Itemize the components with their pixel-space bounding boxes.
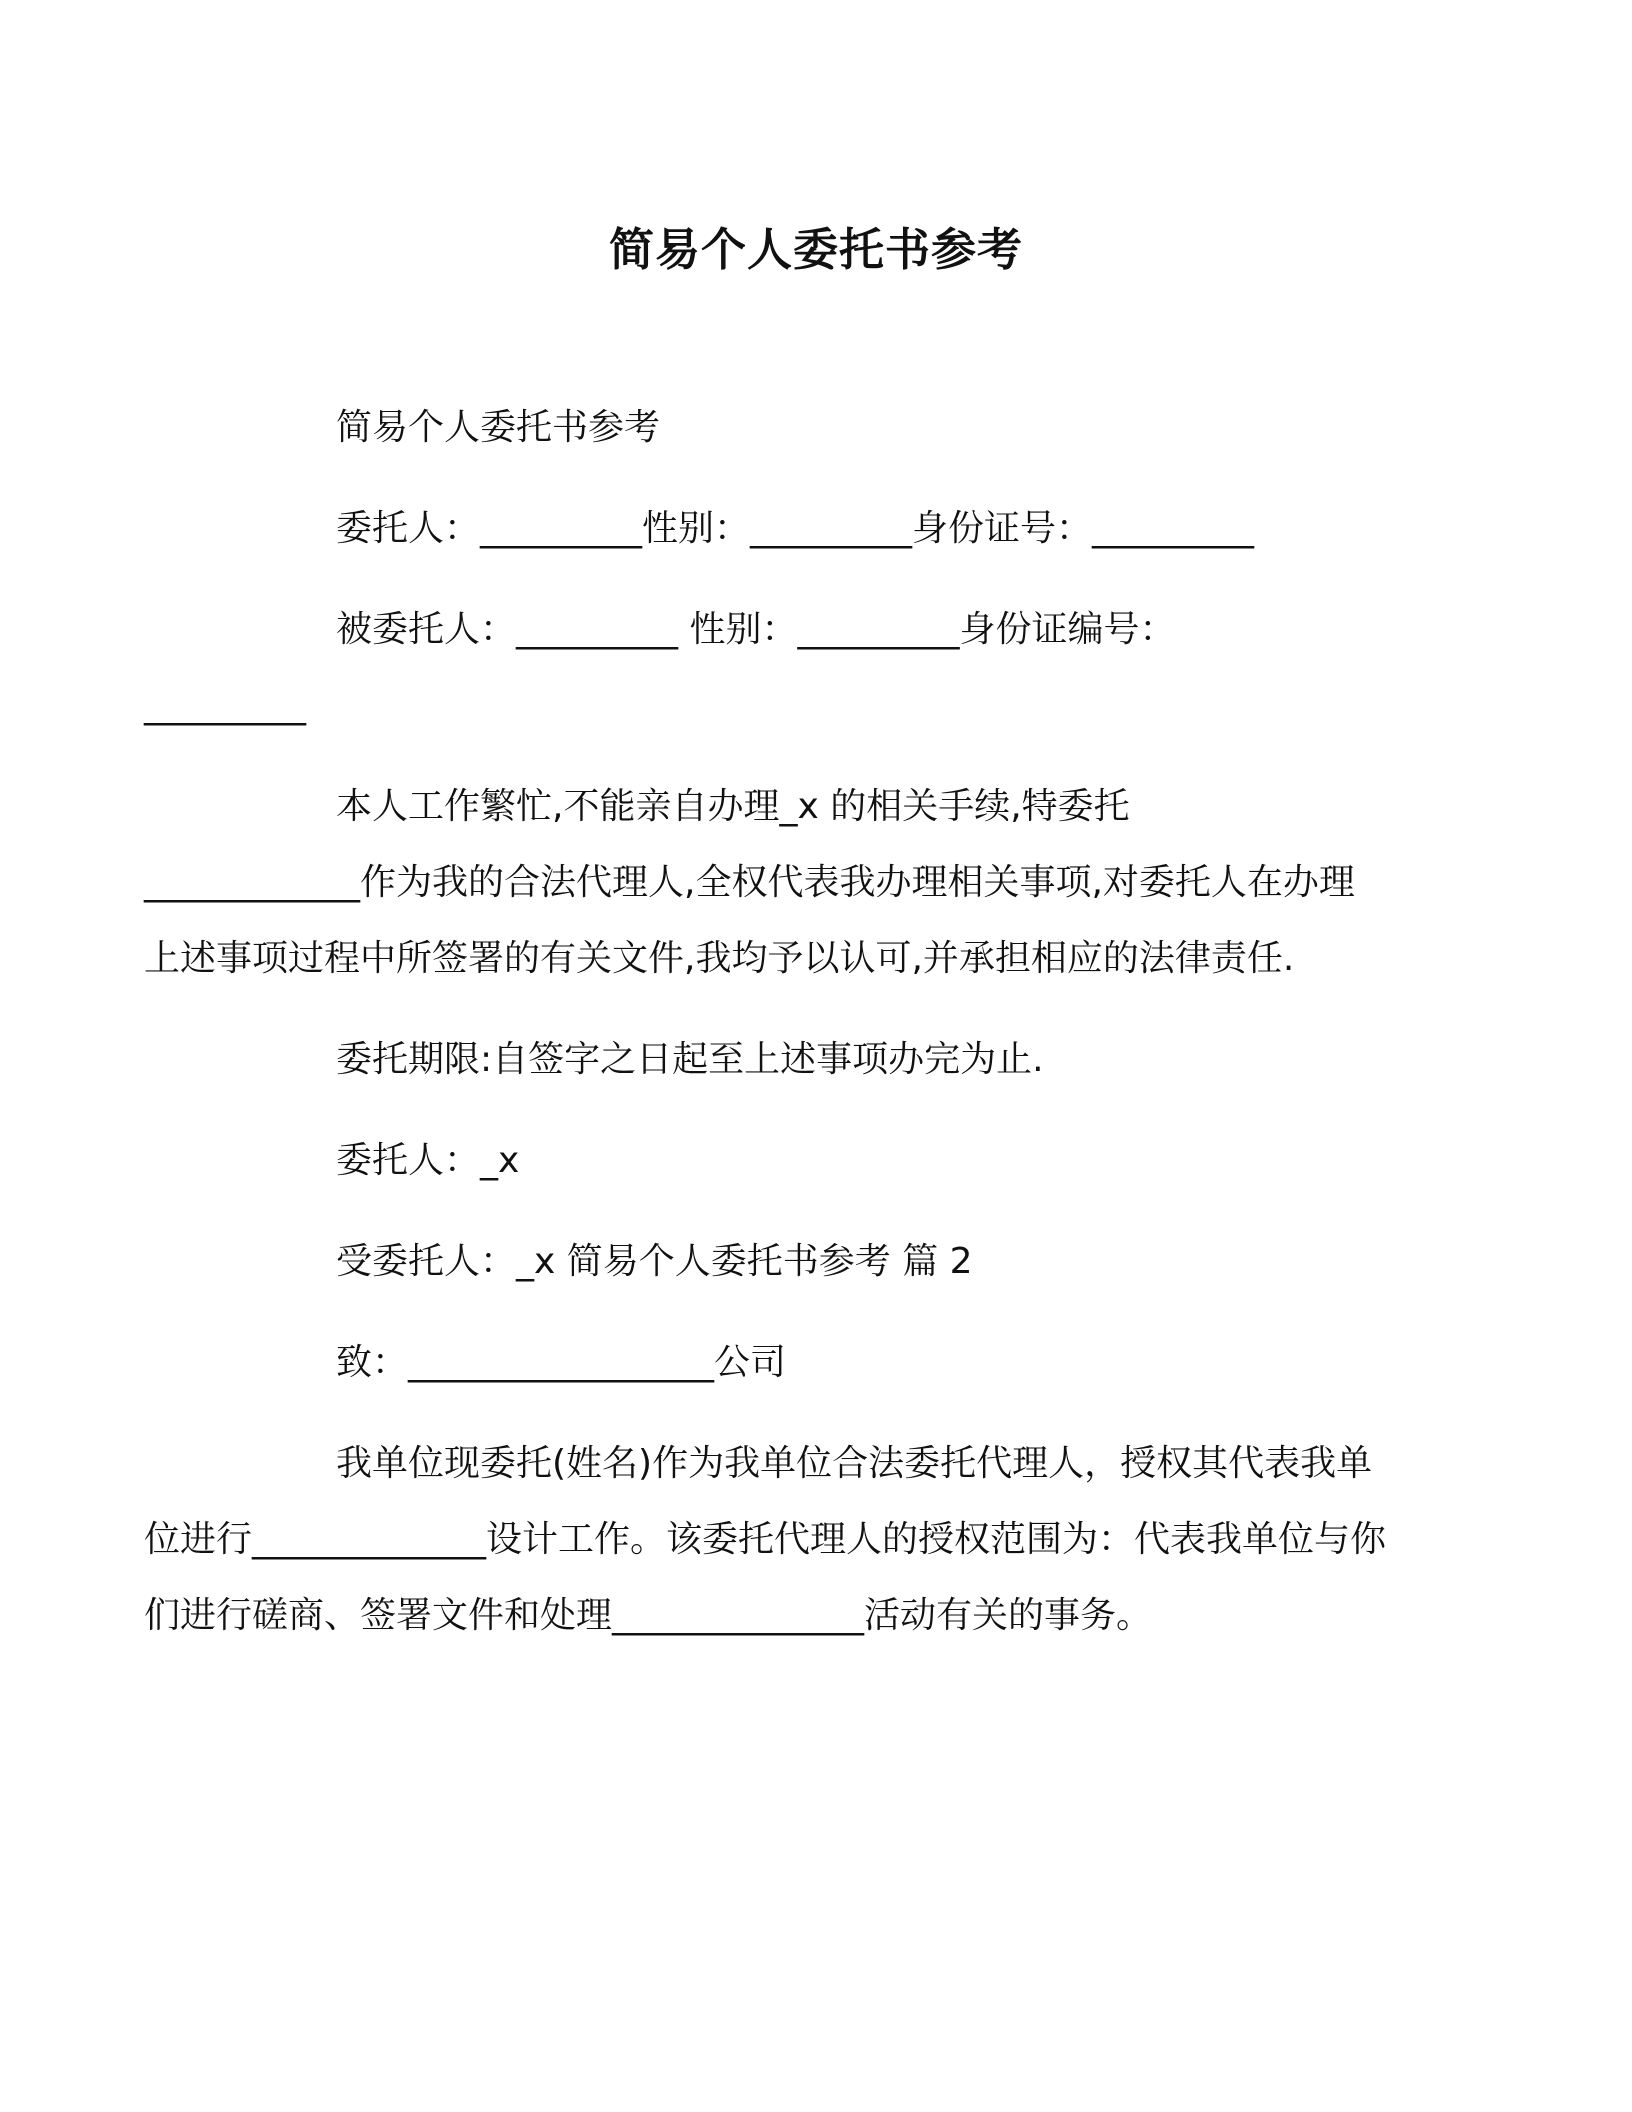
- paragraph-subtitle: 简易个人委托书参考: [336, 407, 661, 448]
- paragraph-company-authorization: 我单位现委托(姓名)作为我单位合法委托代理人，授权其代表我单位进行_____________设计工作。该委托代理人的授权范围为：代表我单位与你们进行磋商、签署文件和处理______________活动有关的事务。: [144, 1443, 1387, 1636]
- paragraph-agent-info: 被委托人：_________ 性别：_________身份证编号：: [336, 609, 1176, 650]
- paragraph-authorization-intro: 本人工作繁忙,不能亲自办理_x 的相关手续,特委托: [336, 786, 1130, 827]
- paragraph-term: 委托期限:自签字之日起至上述事项办完为止.: [336, 1039, 1044, 1080]
- document-title: 简易个人委托书参考: [608, 223, 1023, 276]
- paragraph-agent-id-blank: _________: [144, 685, 306, 726]
- paragraph-authorization-body: ____________作为我的合法代理人,全权代表我办理相关事项,对委托人在办理上述事项过程中所签署的有关文件,我均予以认可,并承担相应的法律责任.: [144, 862, 1355, 979]
- document-body: [144, 390, 1390, 1679]
- paragraph-principal-info: 委托人：_________性别：_________身份证号：_________: [336, 508, 1255, 549]
- paragraph-agent-signature: 受委托人：_x 简易个人委托书参考 篇 2: [336, 1241, 973, 1282]
- paragraph-addressee: 致：_________________公司: [336, 1342, 787, 1383]
- paragraph-principal-signature: 委托人：_x: [336, 1140, 520, 1181]
